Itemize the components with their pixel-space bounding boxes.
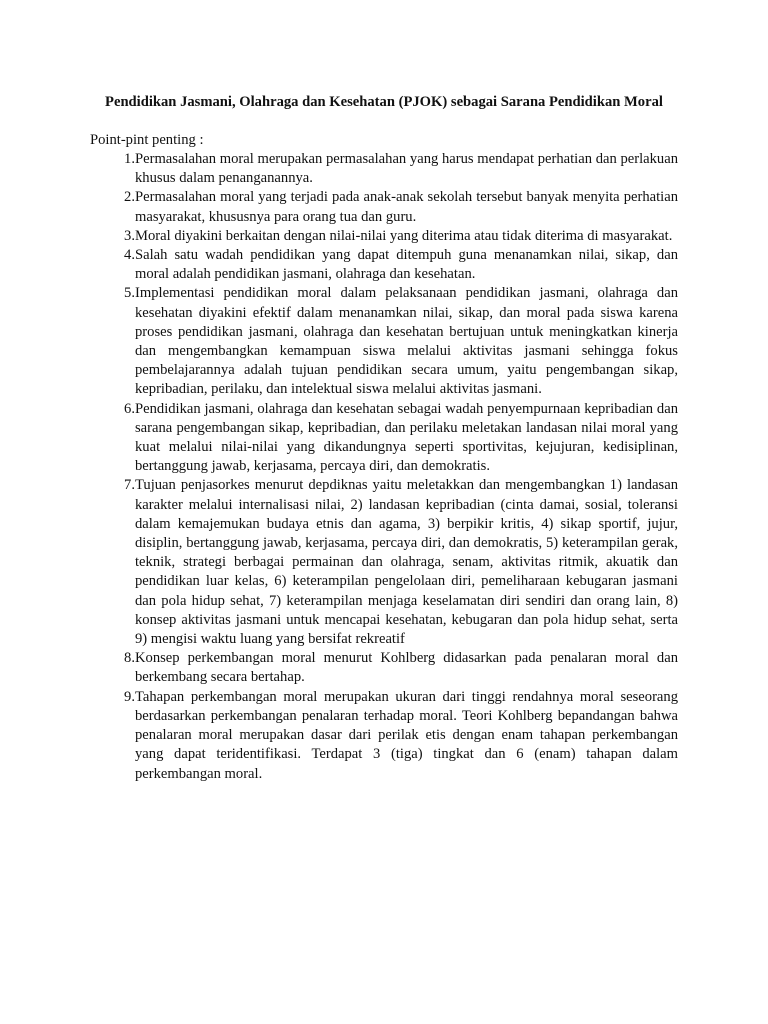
list-item-number: 5.	[124, 285, 135, 302]
list-item	[90, 400, 678, 477]
list-item	[90, 150, 678, 188]
list-item-text: Implementasi pendidikan moral dalam pelaksanaan pendidikan jasmani, olahraga dan kesehatan diyakini efektif dalam menanamkan nilai, sikap, dan moral pada siswa karena proses pendidikan jasmani, olahraga dan kesehatan bertujuan untuk meningkatkan kinerja dan mengembangkan kemampuan siswa melalui aktivitas jasmani sehingga fokus pembelajarannya adalah tujuan pendidikan secara umum, yaitu pengembangan sikap, kepribadian, perilaku, dan intelektual siswa melalui aktivitas jasmani.	[135, 285, 678, 398]
list-item-number: 3.	[124, 227, 135, 244]
list-item-text: Moral diyakini berkaitan dengan nilai-nilai yang diterima atau tidak diterima di masyarakat.	[135, 227, 673, 244]
list-item-number: 4.	[124, 247, 135, 264]
key-points-list	[90, 150, 678, 784]
list-item-text: Tahapan perkembangan moral merupakan ukuran dari tinggi rendahnya moral seseorang berdasarkan perkembangan penalaran terhadap moral. Teori Kohlberg bepandangan bahwa penalaran moral merupakan dasar dari perilak etis dengan enam tahapan perkembangan yang dapat teridentifikasi. Terdapat 3 (tiga) tingkat dan 6 (enam) tahapan dalam perkembangan moral.	[135, 688, 678, 782]
list-item-number: 2.	[124, 189, 135, 206]
list-item-number: 1.	[124, 151, 135, 167]
list-item	[90, 246, 678, 284]
list-item	[90, 476, 678, 649]
document-title: Pendidikan Jasmani, Olahraga dan Kesehatan (PJOK) sebagai Sarana Pendidikan Moral	[105, 94, 663, 110]
list-item	[90, 688, 678, 784]
list-item	[90, 227, 678, 246]
list-item-number: 6.	[124, 400, 135, 417]
list-item-number: 7.	[124, 477, 135, 494]
list-item-text: Pendidikan jasmani, olahraga dan kesehatan sebagai wadah penyempurnaan kepribadian dan sarana pengembangan sikap, kepribadian, dan perilaku meletakan landasan nilai moral yang kuat melalui nilai-nilai yang dikandungnya seperti sportivitas, kejujuran, kedisiplinan, bertanggung jawab, kerjasama, percaya diri, dan demokratis.	[135, 400, 678, 475]
list-item	[90, 188, 678, 226]
intro-text: Point-pint penting :	[90, 132, 204, 148]
list-item-text: Permasalahan moral merupakan permasalahan yang harus mendapat perhatian dan perlakuan khusus dalam penanganannya.	[135, 151, 678, 187]
list-item	[90, 649, 678, 687]
list-item-number: 8.	[124, 650, 135, 667]
list-item	[90, 284, 678, 399]
list-item-number: 9.	[124, 688, 135, 705]
list-item-text: Permasalahan moral yang terjadi pada anak-anak sekolah tersebut banyak menyita perhatian masyarakat, khususnya para orang tua dan guru.	[135, 189, 678, 225]
list-item-text: Tujuan penjasorkes menurut depdiknas yaitu meletakkan dan mengembangkan 1) landasan karakter melalui internalisasi nilai, 2) landasan kepribadian (cinta damai, sosial, toleransi dalam kemajemukan budaya etnis dan agama, 3) berpikir kritis, 4) sikap sportif, jujur, disiplin, bertanggung jawab, kerjasama, percaya diri, dan demokratis, 5) keterampilan gerak, teknik, strategi berbagai permainan dan olahraga, senam, aktivitas ritmik, akuatik dan pendidikan luar kelas, 6) keterampilan pengelolaan diri, pemeliharaan kebugaran jasmani dan pola hidup sehat, 7) keterampilan menjaga keselamatan diri sendiri dan orang lain, 8) konsep aktivitas jasmani untuk mencapai kesehatan, kebugaran dan pola hidup sehat, serta 9) mengisi waktu luang yang bersifat rekreatif	[135, 477, 678, 648]
list-item-text: Salah satu wadah pendidikan yang dapat ditempuh guna menanamkan nilai, sikap, dan moral adalah pendidikan jasmani, olahraga dan kesehatan.	[135, 247, 678, 283]
list-item-text: Konsep perkembangan moral menurut Kohlberg didasarkan pada penalaran moral dan berkembang secara bertahap.	[135, 650, 678, 686]
